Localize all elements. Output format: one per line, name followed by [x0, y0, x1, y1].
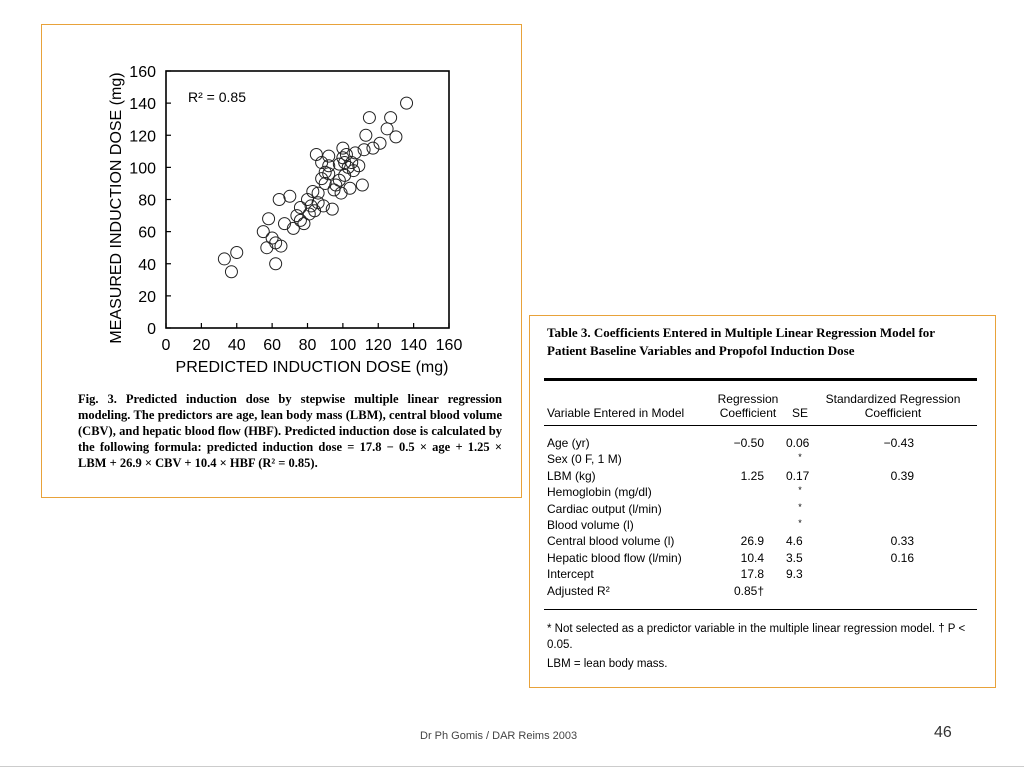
- slide-bottom-border: [0, 766, 1024, 767]
- y-tick-label: 100: [129, 160, 156, 178]
- y-axis-label: MEASURED INDUCTION DOSE (mg): [108, 72, 125, 344]
- cell-coefficient: 17.8: [740, 567, 764, 582]
- x-tick-label: 0: [161, 337, 171, 354]
- cell-se: *: [798, 485, 802, 496]
- cell-variable: Blood volume (l): [547, 518, 634, 532]
- x-axis-label: PREDICTED INDUCTION DOSE (mg): [175, 359, 449, 376]
- data-point: [385, 112, 397, 124]
- page-number: 46: [934, 724, 952, 741]
- data-point: [353, 160, 365, 172]
- cell-se: *: [798, 501, 802, 512]
- y-tick-label: 40: [138, 256, 156, 274]
- data-point: [335, 187, 347, 199]
- x-tick-label: 100: [329, 337, 357, 354]
- data-point: [218, 253, 230, 265]
- header-std-2: Coefficient: [864, 406, 922, 420]
- data-point: [344, 182, 356, 194]
- cell-standardized: 0.16: [890, 550, 914, 565]
- data-points: [218, 97, 412, 278]
- header-coef-2: Coefficient: [719, 406, 777, 420]
- data-point: [270, 258, 282, 270]
- cell-variable: Hemoglobin (mg/dl): [547, 485, 652, 500]
- cell-standardized: 0.39: [890, 468, 914, 483]
- cell-variable: Sex (0 F, 1 M): [547, 452, 622, 467]
- table-abbreviation-note: LBM = lean body mass.: [547, 658, 668, 670]
- footer-credit: Dr Ph Gomis / DAR Reims 2003: [420, 730, 578, 742]
- cell-variable: Intercept: [547, 567, 594, 582]
- cell-coefficient: 0.85†: [733, 583, 764, 598]
- data-point: [390, 131, 402, 143]
- data-point: [323, 150, 335, 162]
- y-tick-label: 0: [147, 321, 156, 338]
- cell-variable: Adjusted R²: [547, 583, 610, 598]
- cell-se: 3.5: [786, 550, 803, 565]
- r-squared-annotation: R² = 0.85: [188, 89, 246, 105]
- cell-coefficient: 1.25: [740, 468, 764, 483]
- scatter-chart: [42, 25, 523, 390]
- cell-variable: Hepatic blood flow (l/min): [547, 550, 682, 565]
- y-tick-label: 140: [129, 96, 156, 114]
- y-tick-label: 60: [138, 224, 156, 242]
- data-point: [310, 149, 322, 161]
- header-std-1: Standardized Regression: [825, 392, 961, 406]
- table-top-rule: [544, 378, 977, 381]
- cell-standardized: −0.43: [883, 436, 914, 450]
- data-point: [339, 169, 351, 181]
- x-tick-label: 120: [364, 337, 392, 354]
- y-tick-label: 80: [138, 192, 156, 210]
- cell-variable: LBM (kg): [547, 468, 596, 483]
- cell-variable: Central blood volume (l): [547, 534, 675, 549]
- x-tick-label: 60: [263, 337, 282, 354]
- data-point: [356, 179, 368, 191]
- cell-se: *: [798, 452, 802, 463]
- x-tick-label: 160: [435, 337, 463, 354]
- data-point: [263, 213, 275, 225]
- cell-se: 0.17: [786, 468, 810, 483]
- x-tick-label: 20: [192, 337, 211, 354]
- data-point: [231, 247, 243, 259]
- x-tick-label: 80: [298, 337, 317, 354]
- data-point: [401, 97, 413, 109]
- header-coef-1: Regression: [717, 392, 779, 406]
- y-axis-ticks: [129, 64, 171, 338]
- cell-se: 9.3: [786, 567, 803, 582]
- data-point: [360, 129, 372, 141]
- table-bottom-rule: [544, 609, 977, 610]
- cell-standardized: 0.33: [890, 534, 914, 549]
- table-title: Table 3. Coefficients Entered in Multiple Linear Regression Model for Patient Baseline Variables and Propofol Induction Dose: [547, 325, 935, 358]
- data-point: [294, 202, 306, 214]
- figure-caption: Fig. 3. Predicted induction dose by stepwise multiple linear regression modeling. The predictors are age, lean body mass (LBM), central blood volume (CBV), and hepatic blood flow (HBF). Predicted induction dose is calculated by the following formula: predicted induction dose = 17.8 − 0.5 × age + 1.25 × LBM + 26.9 × CBV + 10.4 × HBF (R² = 0.85).: [78, 392, 502, 470]
- data-point: [279, 218, 291, 230]
- cell-se: 0.06: [786, 436, 810, 450]
- y-tick-label: 20: [138, 288, 156, 306]
- data-point: [363, 112, 375, 124]
- figure-panel: [41, 24, 522, 498]
- header-rule: [544, 425, 977, 426]
- y-tick-label: 120: [129, 128, 156, 146]
- cell-variable: Cardiac output (l/min): [547, 501, 662, 516]
- header-variable: Variable Entered in Model: [547, 406, 685, 420]
- data-point: [284, 190, 296, 202]
- x-tick-label: 140: [400, 337, 427, 354]
- data-point: [257, 226, 269, 238]
- table-panel: [529, 315, 996, 688]
- y-tick-label: 160: [129, 64, 156, 81]
- cell-variable: Age (yr): [547, 436, 590, 450]
- table-footnote: * Not selected as a predictor variable in the multiple linear regression model. † P < 0.05.: [547, 623, 966, 651]
- cell-coefficient: −0.50: [733, 436, 764, 450]
- x-tick-label: 40: [227, 337, 246, 354]
- header-se: SE: [791, 406, 808, 420]
- cell-se: *: [798, 518, 802, 528]
- data-point: [225, 266, 237, 278]
- cell-se: 4.6: [786, 534, 803, 549]
- cell-coefficient: 10.4: [740, 550, 764, 565]
- cell-coefficient: 26.9: [740, 534, 764, 549]
